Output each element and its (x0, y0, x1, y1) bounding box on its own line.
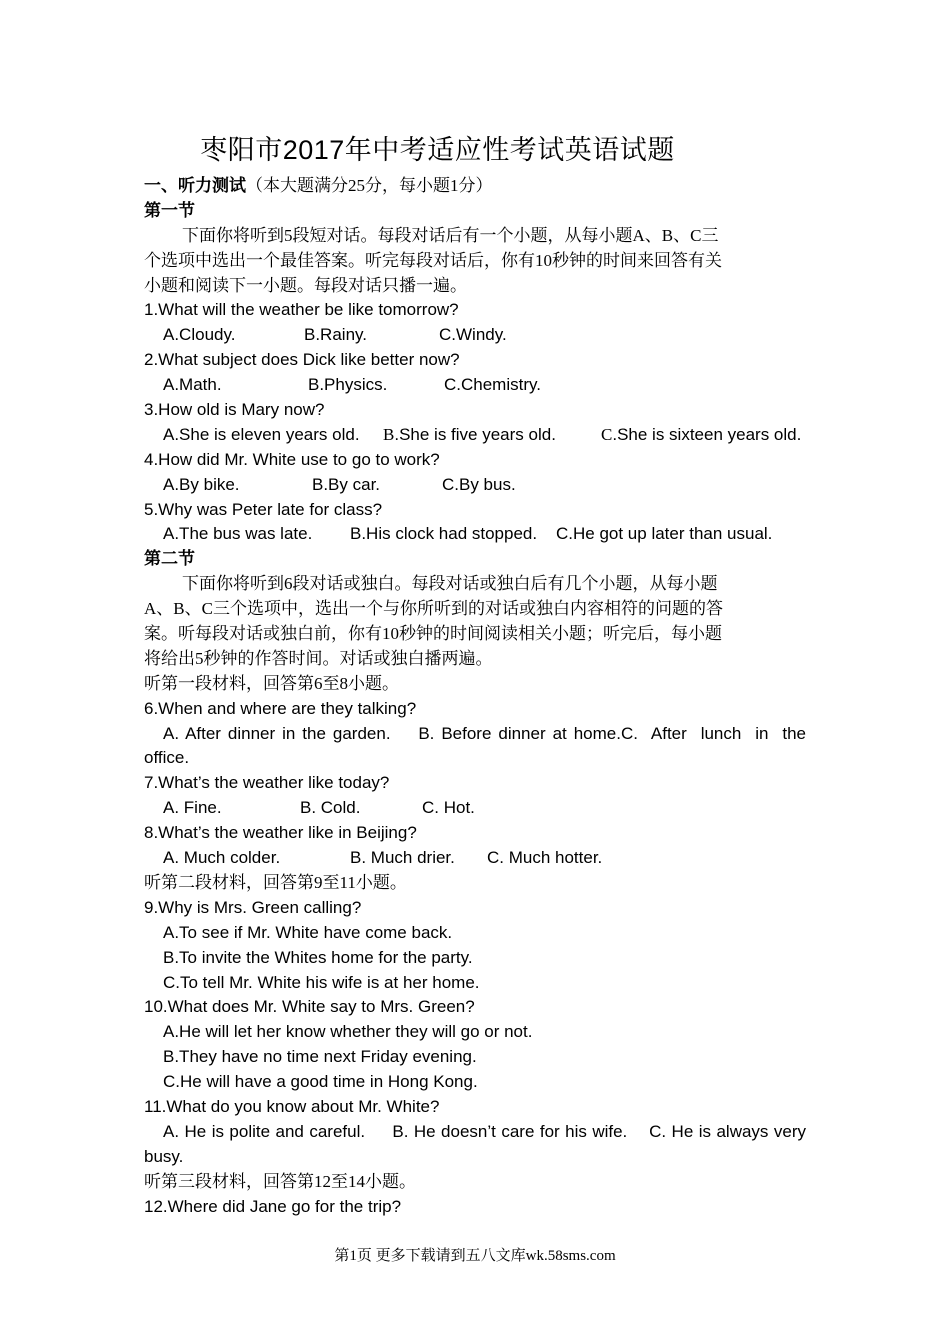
question-stem: 9.Why is Mrs. Green calling? (144, 897, 362, 917)
option-b: B.His clock had stopped. (350, 524, 538, 544)
section-heading: 一、听力测试（本大题满分25分，每小题1分） (144, 176, 493, 195)
question-stem: 11.What do you know about Mr. White? (144, 1096, 440, 1116)
option-c: C. Much hotter. (487, 848, 603, 868)
option-c: C.He will have a good time in Hong Kong. (163, 1072, 478, 1092)
option-a: A. Fine. (163, 798, 222, 818)
page-title: 枣阳市2017年中考适应性考试英语试题 (200, 135, 675, 165)
material-heading: 听第一段材料，回答第6至8小题。 (144, 673, 399, 693)
part1-instruction-line: 个选项中选出一个最佳答案。听完每段对话后，你有10秒钟的时间来回答有关 (144, 250, 722, 270)
part2-instruction-line: 将给出5秒钟的作答时间。对话或独白播两遍。 (144, 648, 493, 668)
part1-label: 第一节 (144, 200, 195, 220)
option-a: A. Much colder. (163, 848, 281, 868)
option-b: B. Cold. (300, 798, 361, 818)
question-stem: 8.What’s the weather like in Beijing? (144, 823, 417, 843)
option-a: A.He will let her know whether they will go or not. (163, 1022, 533, 1042)
option-a: A.To see if Mr. White have come back. (163, 922, 453, 942)
option-b: B.Physics. (308, 375, 388, 395)
material-heading: 听第二段材料，回答第9至11小题。 (144, 872, 407, 892)
question-stem: 3.How old is Mary now? (144, 400, 325, 420)
answer-options (144, 522, 806, 547)
option-c: C.To tell Mr. White his wife is at her home. (163, 972, 480, 992)
option-c: C.She is sixteen years old. (601, 424, 802, 444)
question-stem: 10.What does Mr. White say to Mrs. Green? (144, 997, 475, 1017)
part1-instruction-line: 小题和阅读下一小题。每段对话只播一遍。 (144, 275, 467, 295)
answer-options (144, 473, 806, 498)
material-heading: 听第三段材料，回答第12至14小题。 (144, 1171, 416, 1191)
option-b: B.By car. (312, 474, 381, 494)
option-a: A.Math. (163, 375, 222, 395)
question-stem: 4.How did Mr. White use to go to work? (144, 449, 440, 469)
option-b: B.She is five years old. (383, 424, 556, 444)
question-stem: 6.When and where are they talking? (144, 698, 417, 718)
answer-options (144, 846, 806, 871)
question-stem: 2.What subject does Dick like better now? (144, 350, 460, 370)
page-footer: 第1页 更多下载请到五八文库wk.58sms.com (334, 1248, 616, 1264)
option-c: C.He got up later than usual. (556, 524, 773, 544)
option-c: C. Hot. (422, 798, 475, 818)
option-a: A.She is eleven years old. (163, 424, 360, 444)
part1-instruction-line: 下面你将听到5段短对话。每段对话后有一个小题，从每小题A、B、C三 (182, 225, 719, 245)
option-a: A.The bus was late. (163, 524, 313, 544)
part2-instruction-line: 案。听每段对话或独白前，你有10秒钟的时间阅读相关小题；听完后，每小题 (144, 624, 722, 644)
answer-options-continued: busy. (144, 1146, 184, 1166)
option-c: C.By bus. (442, 474, 516, 494)
option-a: A.By bike. (163, 474, 240, 494)
answer-options: A. He is polite and careful. B. He doesn’t care for his wife. C. He is always very (163, 1121, 806, 1141)
part2-instruction-line: A、B、C三个选项中，选出一个与你所听到的对话或独白内容相符的问题的答 (144, 599, 723, 619)
option-b: B. Much drier. (350, 848, 455, 868)
question-stem: 7.What’s the weather like today? (144, 773, 390, 793)
option-b: B.Rainy. (304, 325, 367, 345)
question-stem: 12.Where did Jane go for the trip? (144, 1196, 402, 1216)
question-stem: 5.Why was Peter late for class? (144, 499, 383, 519)
question-stem: 1.What will the weather be like tomorrow? (144, 300, 459, 320)
option-b: B.To invite the Whites home for the party. (163, 947, 473, 967)
part2-label: 第二节 (144, 549, 195, 569)
answer-options (144, 423, 806, 448)
answer-options: A. After dinner in the garden. B. Before dinner at home.C. After lunch in the (163, 723, 806, 743)
part2-instruction-line: 下面你将听到6段对话或独白。每段对话或独白后有几个小题，从每小题 (182, 574, 718, 594)
document-body (144, 174, 806, 1219)
answer-options (144, 796, 806, 821)
answer-options-continued: office. (144, 748, 190, 768)
option-c: C.Windy. (439, 325, 507, 345)
answer-options (144, 373, 806, 398)
option-a: A.Cloudy. (163, 325, 236, 345)
answer-options (144, 323, 806, 348)
option-c: C.Chemistry. (444, 375, 541, 395)
option-b: B.They have no time next Friday evening. (163, 1047, 477, 1067)
